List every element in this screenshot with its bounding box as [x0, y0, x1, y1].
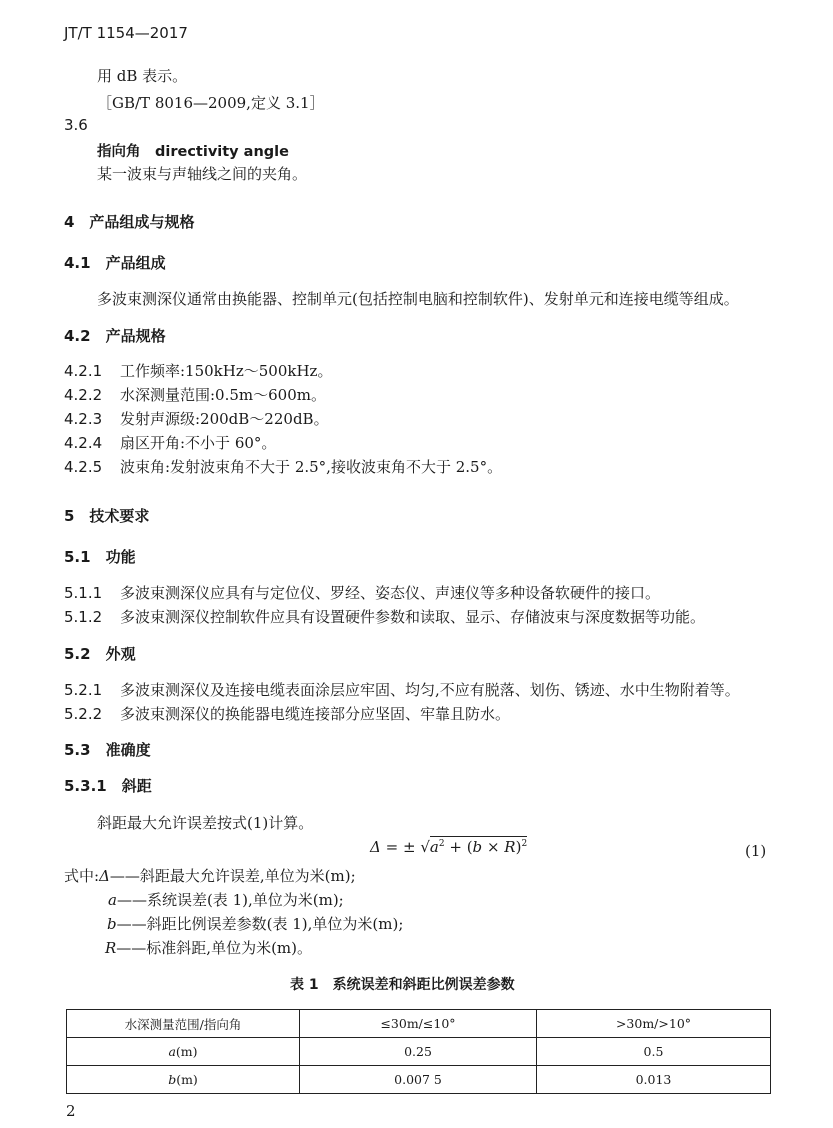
- section-5-3-heading: 5.3 准确度: [64, 741, 151, 759]
- table-cell: 0.25: [300, 1038, 537, 1066]
- clause-4-2-3: 4.2.3 发射声源级:200dB～220dB。: [64, 410, 329, 428]
- table-1: [66, 1009, 771, 1094]
- section-5-heading: 5 技术要求: [64, 507, 150, 525]
- symbol-r: R——标准斜距,单位为米(m)。: [105, 939, 312, 957]
- symbol-a: a——系统误差(表 1),单位为米(m);: [108, 891, 344, 909]
- clause-5-2-2: 5.2.2 多波束测深仪的换能器电缆连接部分应坚固、牢靠且防水。: [64, 705, 511, 723]
- term-directivity-angle: 指向角 directivity angle: [97, 144, 289, 160]
- table-header-cell: 水深测量范围/指向角: [67, 1010, 300, 1038]
- term-definition: 某一波束与声轴线之间的夹角。: [97, 165, 308, 183]
- table-cell: 0.5: [537, 1038, 771, 1066]
- clause-4-2-2: 4.2.2 水深测量范围:0.5m～600m。: [64, 386, 326, 404]
- clause-5-1-2: 5.1.2 多波束测深仪控制软件应具有设置硬件参数和读取、显示、存储波束与深度数据等功能。: [64, 608, 706, 626]
- standard-number: JT/T 1154—2017: [64, 24, 188, 42]
- clause-5-1-1: 5.1.1 多波束测深仪应具有与定位仪、罗经、姿态仪、声速仪等多种设备软硬件的接口。: [64, 584, 661, 602]
- section-5-3-1-heading: 5.3.1 斜距: [64, 777, 152, 795]
- section-4-2-heading: 4.2 产品规格: [64, 327, 166, 345]
- clause-5-2-1: 5.2.1 多波束测深仪及连接电缆表面涂层应牢固、均匀,不应有脱落、划伤、锈迹、水中生物附着等。: [64, 681, 740, 699]
- table-1-caption: 表 1 系统误差和斜距比例误差参数: [290, 977, 515, 993]
- table-header-row: [67, 1010, 771, 1038]
- table-cell: 0.007 5: [300, 1066, 537, 1094]
- section-4-heading: 4 产品组成与规格: [64, 213, 195, 231]
- symbol-b: b——斜距比例误差参数(表 1),单位为米(m);: [107, 915, 404, 933]
- clause-number-3-6: 3.6: [64, 116, 88, 134]
- formula-intro: 斜距最大允许误差按式(1)计算。: [97, 814, 314, 832]
- page-number: 2: [66, 1102, 76, 1120]
- symbol-delta: 式中:Δ——斜距最大允许误差,单位为米(m);: [64, 867, 356, 885]
- definition-reference: ［GB/T 8016—2009,定义 3.1］: [97, 94, 325, 112]
- section-4-1-text: 多波束测深仪通常由换能器、控制单元(包括控制电脑和控制软件)、发射单元和连接电缆等组成。: [97, 290, 739, 308]
- table-row: [67, 1038, 771, 1066]
- formula-number: (1): [745, 842, 767, 860]
- clause-4-2-1: 4.2.1 工作频率:150kHz～500kHz。: [64, 362, 333, 380]
- table-row-label: b(m): [67, 1066, 300, 1094]
- table-header-cell: ≤30m/≤10°: [300, 1010, 537, 1038]
- section-4-1-heading: 4.1 产品组成: [64, 254, 166, 272]
- table-row: [67, 1066, 771, 1094]
- section-5-1-heading: 5.1 功能: [64, 548, 136, 566]
- formula-1: Δ = ± $√a^2 + (b \times R)^2$: [370, 838, 528, 856]
- clause-4-2-4: 4.2.4 扇区开角:不小于 60°。: [64, 434, 277, 452]
- clause-4-2-5: 4.2.5 波束角:发射波束角不大于 2.5°,接收波束角不大于 2.5°。: [64, 458, 503, 476]
- table-cell: 0.013: [537, 1066, 771, 1094]
- table-header-cell: >30m/>10°: [537, 1010, 771, 1038]
- section-5-2-heading: 5.2 外观: [64, 645, 136, 663]
- table-row-label: a(m): [67, 1038, 300, 1066]
- definition-continuation: 用 dB 表示。: [97, 67, 188, 85]
